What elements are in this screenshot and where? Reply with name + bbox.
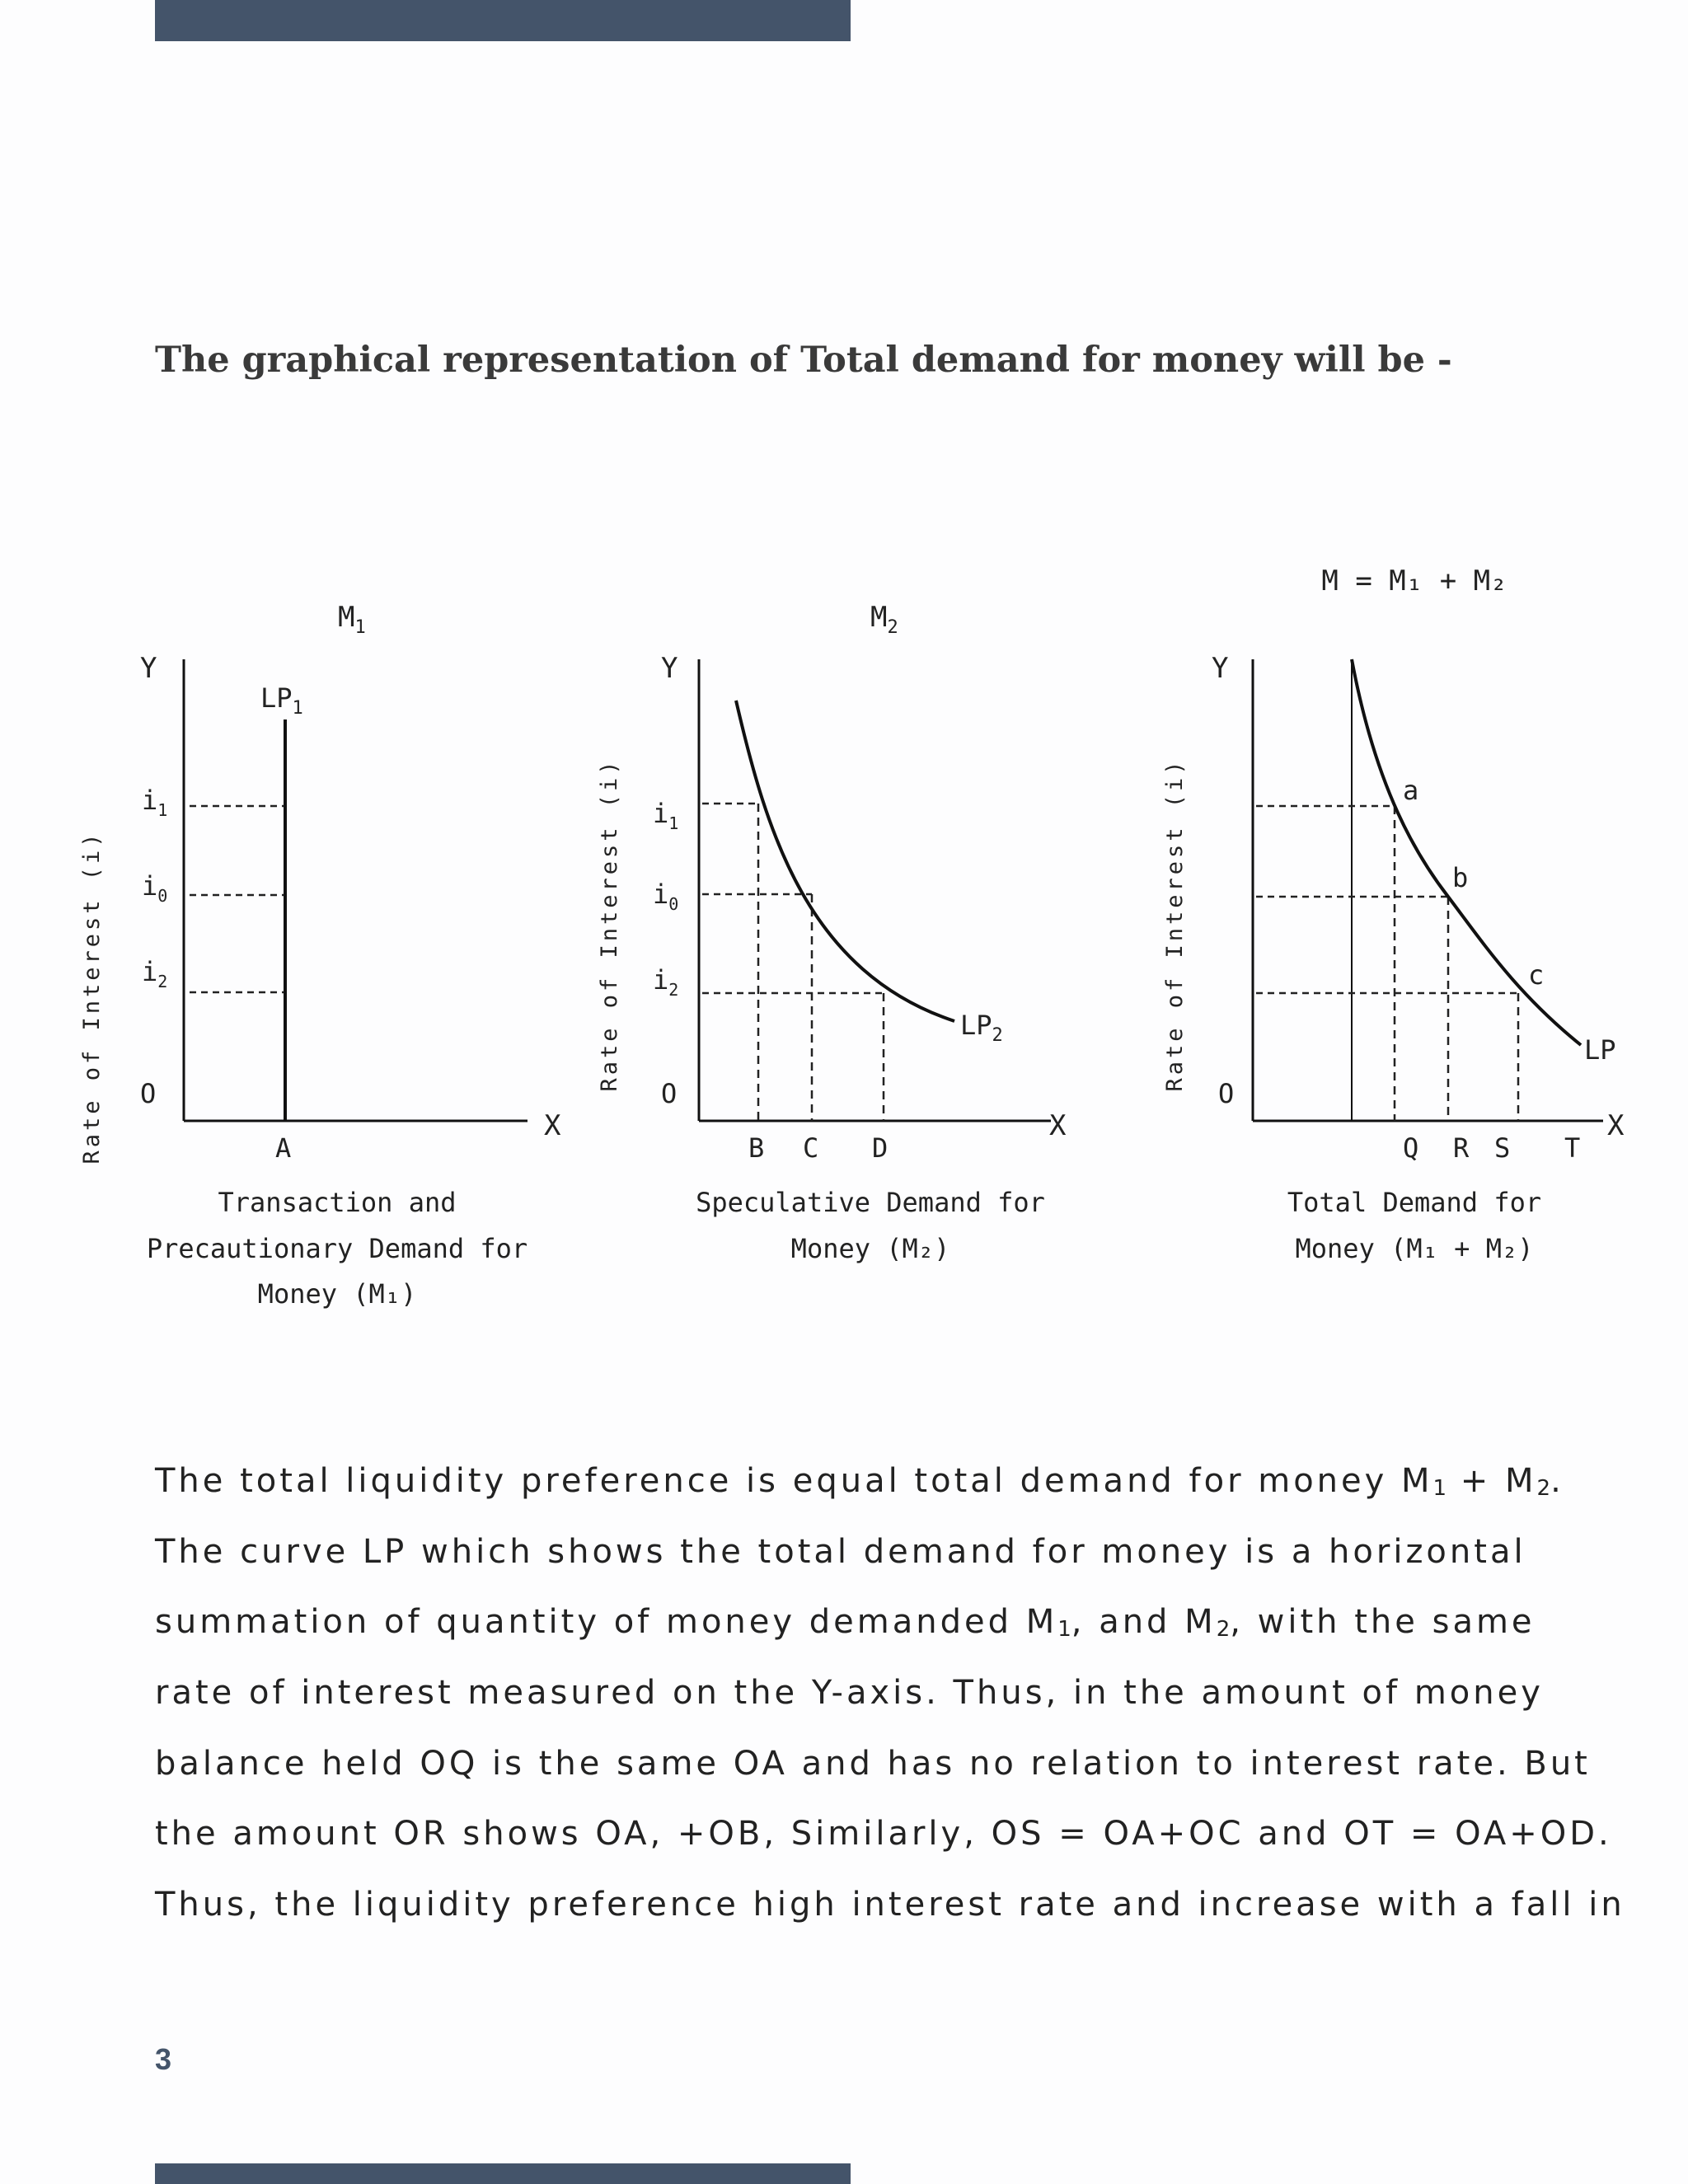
panel2-x-axis-label: X [1049,1109,1067,1142]
panel2-i0-label: $i_0$ [653,879,679,914]
panel3-y-axis-label: Y [1212,652,1229,685]
panel2-ylabel: Rate of Interest (i) [597,757,622,1092]
panel3-point-b: b [1452,862,1469,893]
panel2-point-b: B [748,1132,765,1164]
panel3-caption-line1: Total Demand for [1287,1187,1542,1218]
panel3-point-c: c [1528,959,1545,991]
body-line-3: summation of quantity of money demanded $M_1$, and $M_2$, with the same [155,1603,1536,1643]
panel3-origin: O [1218,1078,1235,1109]
panel3-ylabel: Rate of Interest (i) [1162,757,1188,1092]
panel3-point-t: T [1564,1132,1581,1164]
panel-transaction-demand [79,601,561,1310]
panel1-i0-label: $i_0$ [142,870,168,906]
panel1-top-label: $M_1$ [338,601,366,638]
panel2-y-axis-label: Y [661,652,678,685]
panel2-i1-label: $i_1$ [653,798,679,833]
body-line-1: The total liquidity preference is equal total demand for money $M_1 + M_2$. [155,1462,1564,1501]
panel1-ylabel: Rate of Interest (i) [79,830,105,1165]
panel1-caption-line2: Precautionary Demand for [146,1233,528,1264]
panel1-x-axis-label: X [544,1109,561,1142]
body-line-6: the amount OR shows OA, +OB, Similarly, OS = OA+OC and OT = OA+OD. [155,1815,1612,1854]
panel3-x-axis-label: X [1607,1109,1625,1142]
panel1-origin: O [140,1078,157,1109]
section-heading: The graphical representation of Total demand for money will be - [155,340,1452,381]
body-paragraph [155,1446,1625,1941]
panel3-lp-label: LP [1584,1034,1616,1066]
panel2-caption-line1: Speculative Demand for [696,1187,1045,1218]
header-accent-bar [155,0,851,41]
panel3-point-a: a [1403,775,1419,806]
panel1-y-axis-label: Y [140,652,157,685]
panel3-lp-curve [1352,659,1581,1045]
body-line-2: The curve LP which shows the total demand for money is a horizontal [155,1532,1526,1571]
body-line-4: rate of interest measured on the Y-axis. Thus, in the amount of money [155,1674,1544,1713]
panel1-lp-label: $LP_1$ [260,682,303,719]
panel2-point-c: C [803,1132,819,1164]
panel2-lp-label: $LP_2$ [960,1010,1003,1046]
panel1-caption-line1: Transaction and [218,1187,457,1218]
body-line-5: balance held OQ is the same OA and has no relation to interest rate. But [155,1744,1591,1783]
panel3-point-r: R [1453,1132,1470,1164]
panel2-caption-line2: Money (M₂) [790,1233,950,1264]
page-number: 3 [155,2042,172,2076]
demand-for-money-figure [66,560,1648,1343]
panel2-origin: O [661,1078,678,1109]
panel-speculative-demand [597,601,1067,1264]
panel1-point-a: A [275,1132,292,1164]
panel3-point-q: Q [1403,1132,1419,1164]
panel2-point-d: D [872,1132,889,1164]
panel1-i1-label: $i_1$ [142,785,168,820]
panel3-title: M = M₁ + M₂ [1321,565,1507,598]
panel1-caption-line3: Money (M₁) [257,1278,417,1310]
footer-accent-bar [155,2163,851,2184]
panel1-i2-label: $i_2$ [142,956,168,991]
panel3-point-s: S [1494,1132,1511,1164]
body-line-7: Thus, the liquidity preference high interest rate and increase with a fall in [155,1886,1625,1924]
panel3-caption-line2: Money (M₁ + M₂) [1295,1233,1534,1264]
panel-total-demand [1162,565,1625,1264]
panel2-i2-label: $i_2$ [653,964,679,1000]
panel2-top-label: $M_2$ [870,601,898,638]
panel2-lp-curve [736,701,954,1021]
